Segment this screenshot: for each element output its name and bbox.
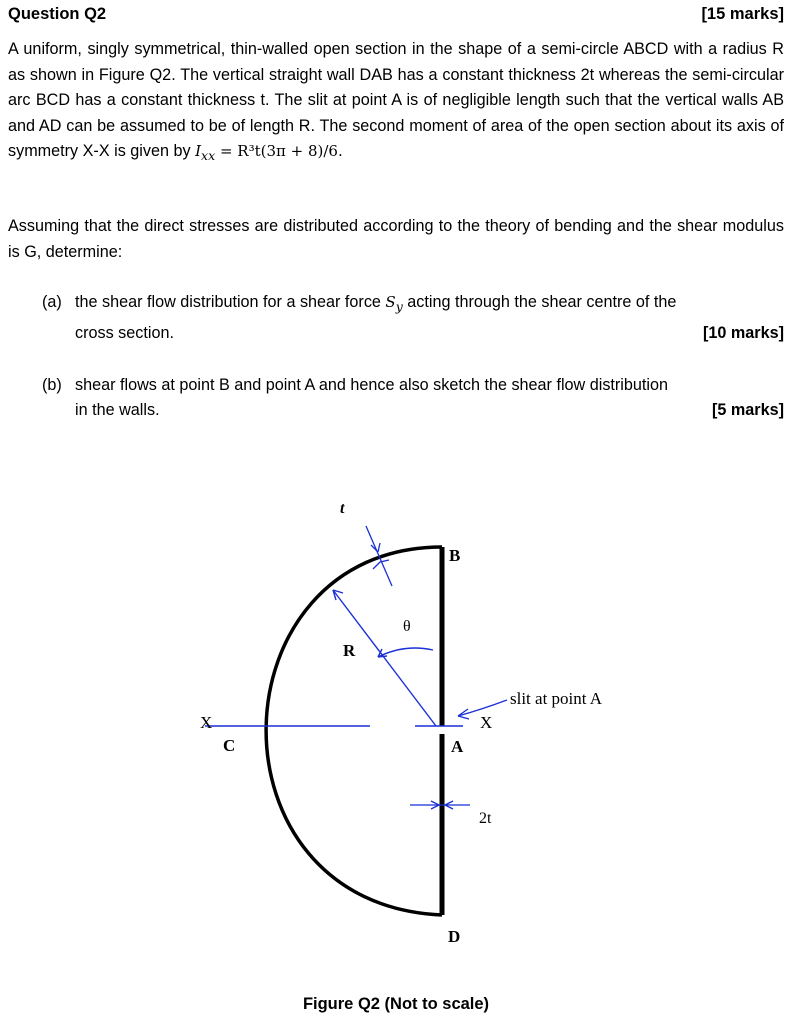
question-number: Question Q2 xyxy=(8,5,107,23)
part-a-marks: [10 marks] xyxy=(703,324,784,342)
label-x-right: X xyxy=(480,713,493,732)
part-a-text xyxy=(75,290,784,320)
assumption-text: Assuming that the direct stresses are distributed according to the theory of bending and the shear modulus is G, determine: xyxy=(8,217,784,261)
label-r: R xyxy=(343,641,356,660)
ixx-formula xyxy=(195,142,343,164)
part-b-text: shear flows at point B and point A and hence also sketch the shear flow distribution xyxy=(75,376,669,394)
ixx-subscript: xx xyxy=(201,148,216,164)
part-a-continuation: cross section. xyxy=(75,324,174,342)
question-marks: [15 marks] xyxy=(701,5,784,23)
label-2t: 2t xyxy=(479,810,492,827)
figure-q2 xyxy=(0,480,792,985)
part-a-text-before: the shear flow distribution for a shear force xyxy=(75,293,381,311)
label-t: t xyxy=(340,500,345,517)
arc-bcd xyxy=(266,547,442,915)
label-slit: slit at point A xyxy=(510,689,603,708)
label-theta: θ xyxy=(403,618,411,635)
question-header xyxy=(8,5,784,29)
statement-text: A uniform, singly symmetrical, thin-walled open section in the shape of a semi-circle ABCD with a radius R as shown in Figure Q2. The vertical straight wall DAB has a constant thickness 2t whereas the semi-circular arc BCD has a constant thickness t. The slit at point A is of negligible length such that the vertical walls AB and AD can be assumed to be of length R. The second moment of area of the open section about its axis of symmetry X-X is given by xyxy=(8,40,784,161)
label-c: C xyxy=(223,736,236,755)
part-a-text-after: acting through the shear centre of the xyxy=(407,293,677,311)
part-b-label: (b) xyxy=(42,376,62,394)
shear-force-subscript: y xyxy=(395,299,403,314)
part-b-continuation: in the walls. xyxy=(75,401,160,419)
ixx-symbol: I xyxy=(195,142,202,161)
label-b: B xyxy=(449,546,461,565)
shear-force-symbol: S xyxy=(385,293,396,311)
problem-statement xyxy=(8,37,784,169)
label-d: D xyxy=(448,927,461,946)
figure-caption: Figure Q2 (Not to scale) xyxy=(302,995,490,1013)
part-a-label: (a) xyxy=(42,293,62,311)
label-x-left: X xyxy=(200,713,213,732)
label-a: A xyxy=(451,737,464,756)
ixx-value: = R³t(3π + 8)/6. xyxy=(219,142,343,161)
part-b-marks: [5 marks] xyxy=(712,401,784,419)
